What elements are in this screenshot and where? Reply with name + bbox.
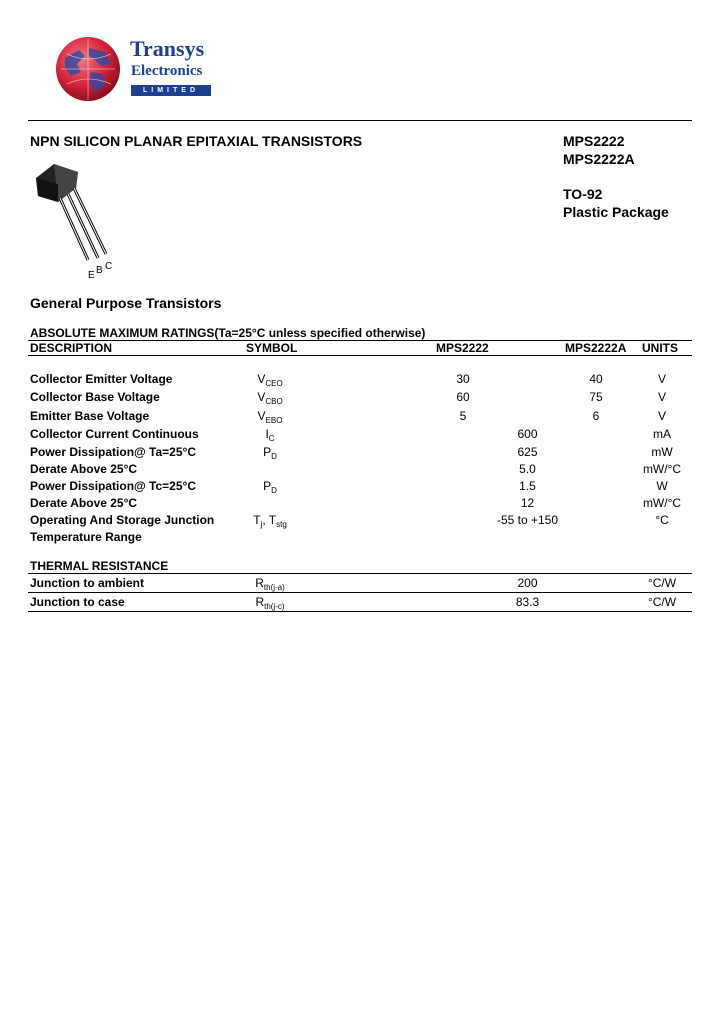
row-6-value: 1.5: [519, 479, 536, 493]
thermal-row-0-value: 200: [517, 576, 538, 590]
thermal-row-1-unit: °C/W: [647, 595, 677, 609]
header-description: DESCRIPTION: [30, 341, 113, 355]
thermal-row-0-rule: [28, 592, 692, 593]
lead-label-base: B: [96, 265, 103, 276]
row-8-description: Operating And Storage Junction: [30, 513, 215, 527]
part-number-2: MPS2222A: [563, 151, 635, 167]
row-6-unit: W: [656, 479, 668, 493]
row-6-symbol: $P_D$: [263, 479, 277, 495]
row-5-unit: mW/°C: [642, 462, 682, 476]
row-0-unit: V: [657, 372, 666, 386]
to92-package-icon: [28, 158, 118, 268]
thermal-row-0-symbol: $R_{th(j-a)}$: [255, 576, 285, 592]
row-4-value: 625: [517, 445, 538, 459]
thermal-row-1-description: Junction to case: [30, 595, 125, 609]
globe-logo-icon: [55, 36, 121, 102]
row-3-unit: mA: [653, 427, 671, 441]
row-5-value: 5.0: [519, 462, 536, 476]
row-0-symbol: $V_{CEO}$: [257, 372, 283, 388]
row-0-mps2222: 30: [456, 372, 470, 386]
logo-limited-bar: LIMITED: [131, 85, 211, 96]
lead-label-collector: C: [105, 261, 113, 272]
row-3-value: 600: [517, 427, 538, 441]
row-6-description: Power Dissipation@ Tc=25°C: [30, 479, 196, 493]
row-4-unit: mW: [651, 445, 673, 459]
row-2-mps2222a: 6: [592, 409, 600, 423]
row-1-description: Collector Base Voltage: [30, 390, 160, 404]
logo-brand-name: Transys: [130, 36, 205, 61]
header-units: UNITS: [642, 341, 678, 355]
section-title: General Purpose Transistors: [30, 295, 222, 311]
row-1-unit: V: [657, 390, 666, 404]
package-description: Plastic Package: [563, 204, 669, 220]
thermal-row-1-symbol: $R_{th(j-c)}$: [255, 595, 285, 611]
row-1-mps2222: 60: [456, 390, 470, 404]
row-2-mps2222: 5: [459, 409, 467, 423]
thermal-rule: [28, 573, 692, 574]
row-2-description: Emitter Base Voltage: [30, 409, 150, 423]
header-symbol: SYMBOL: [246, 341, 298, 355]
row-7-value: 12: [520, 496, 535, 510]
row-4-description: Power Dissipation@ Ta=25°C: [30, 445, 196, 459]
package-type: TO-92: [563, 186, 603, 202]
header-mps2222: MPS2222: [436, 341, 489, 355]
row-2-symbol: $V_{EBO}$: [257, 409, 283, 425]
top-divider: [28, 120, 692, 121]
document-title: NPN SILICON PLANAR EPITAXIAL TRANSISTORS: [30, 133, 363, 149]
row-8-unit: °C: [655, 513, 669, 527]
row-3-symbol: $I_C$: [265, 427, 275, 443]
thermal-row-0-description: Junction to ambient: [30, 576, 144, 590]
row-3-description: Collector Current Continuous: [30, 427, 199, 441]
row-5-description: Derate Above 25°C: [30, 462, 138, 476]
row-8-symbol: $T_j$, $T_{stg}$: [253, 513, 287, 529]
header-mps2222a: MPS2222A: [565, 341, 627, 355]
logo-subtitle: Electronics: [131, 63, 203, 79]
row-7-unit: mW/°C: [642, 496, 682, 510]
row-1-mps2222a: 75: [589, 390, 603, 404]
row-8-value: -55 to +150: [496, 513, 559, 527]
thermal-bottom-rule: [28, 611, 692, 612]
row-0-description: Collector Emitter Voltage: [30, 372, 173, 386]
row-1-symbol: $V_{CBO}$: [257, 390, 283, 406]
thermal-row-0-unit: °C/W: [647, 576, 677, 590]
thermal-title: THERMAL RESISTANCE: [30, 559, 169, 573]
row-8-description-line2: Temperature Range: [30, 530, 142, 544]
row-2-unit: V: [657, 409, 666, 423]
row-0-mps2222a: 40: [589, 372, 603, 386]
row-4-symbol: $P_D$: [263, 445, 277, 461]
ratings-title: ABSOLUTE MAXIMUM RATINGS(Ta=25°C unless specified otherwise): [30, 326, 426, 340]
lead-label-emitter: E: [88, 270, 95, 281]
thermal-row-1-value: 83.3: [515, 595, 540, 609]
row-7-description: Derate Above 25°C: [30, 496, 138, 510]
part-number-1: MPS2222: [563, 133, 625, 149]
header-bottom-rule: [28, 355, 692, 356]
